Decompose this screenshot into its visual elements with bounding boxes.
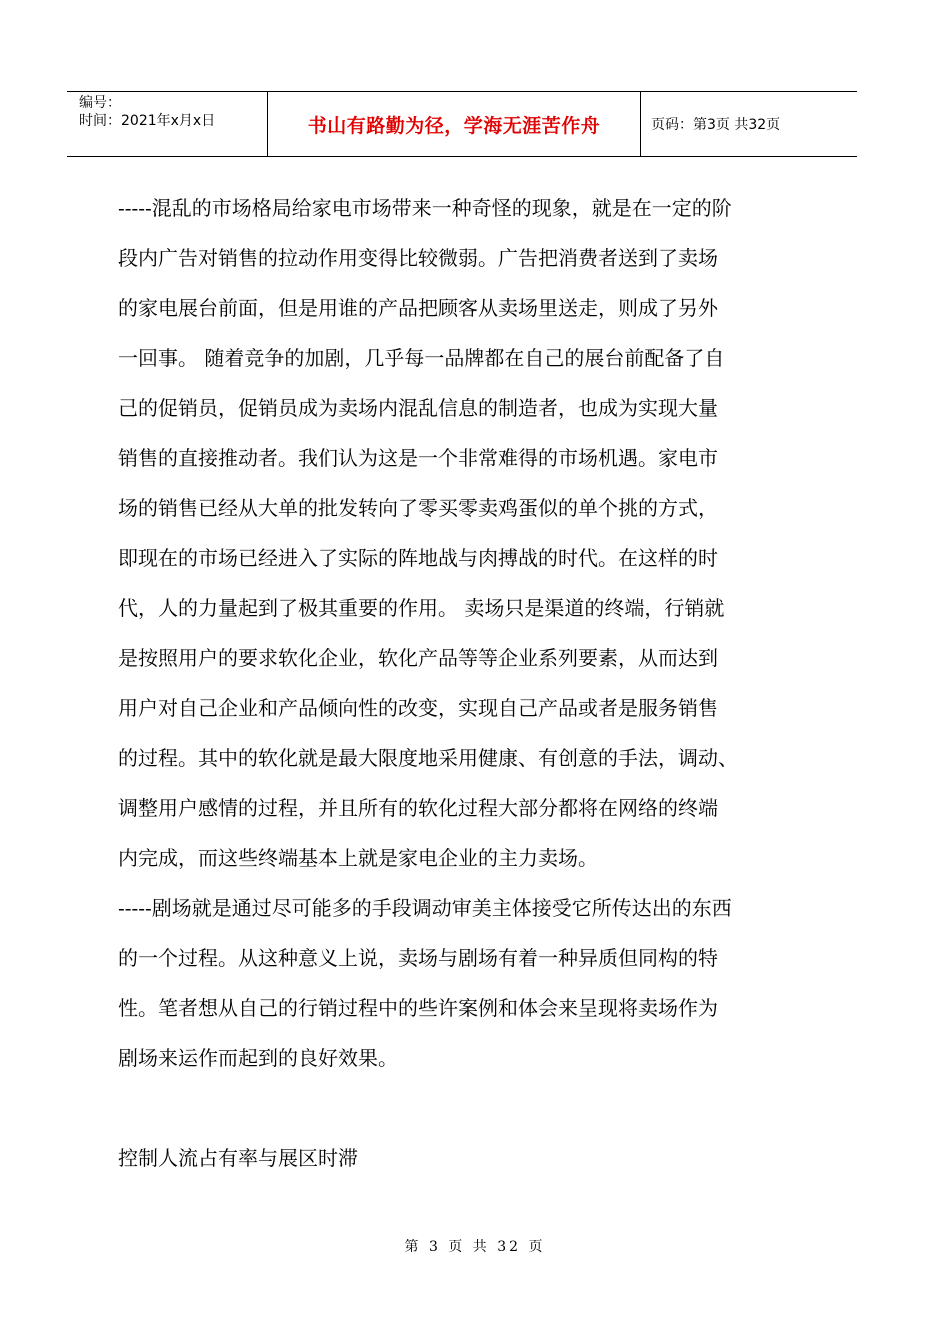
text-line: 即现在的市场已经进入了实际的阵地战与肉搏战的时代。在这样的时 [118, 546, 718, 570]
text-line: 己的促销员，促销员成为卖场内混乱信息的制造者，也成为实现大量 [118, 396, 718, 420]
page-footer: 第 3 页 共 32 页 [404, 1239, 546, 1255]
header-motto: 书山有路勤为径，学海无涯苦作舟 [268, 92, 641, 156]
text-line: 代，人的力量起到了极其重要的作用。 卖场只是渠道的终端，行销就 [118, 596, 725, 620]
text-line: 段内广告对销售的拉动作用变得比较微弱。广告把消费者送到了卖场 [118, 246, 718, 270]
header-info-cell [67, 92, 268, 156]
section-heading: 控制人流占有率与展区时滞 [118, 1146, 358, 1170]
body-paragraph-1 [118, 183, 818, 883]
serial-number-label: 编号： [79, 95, 121, 111]
body-paragraph-2 [118, 883, 818, 1083]
text-line: 调整用户感情的过程，并且所有的软化过程大部分都将在网络的终端 [118, 796, 718, 820]
text-line: 一回事。 随着竞争的加剧，几乎每一品牌都在自己的展台前配备了自 [118, 346, 725, 370]
text-line: 的一个过程。从这种意义上说，卖场与剧场有着一种异质但同构的特 [118, 946, 718, 970]
time-label: 时间：2021年x月x日 [79, 113, 216, 129]
text-line: 销售的直接推动者。我们认为这是一个非常难得的市场机遇。家电市 [118, 446, 718, 470]
text-line: -----剧场就是通过尽可能多的手段调动审美主体接受它所传达出的东西 [118, 896, 732, 920]
text-line: 剧场来运作而起到的良好效果。 [118, 1046, 398, 1070]
text-line: 的过程。其中的软化就是最大限度地采用健康、有创意的手法，调动、 [118, 746, 738, 770]
text-line: 场的销售已经从大单的批发转向了零买零卖鸡蛋似的单个挑的方式， [118, 496, 718, 520]
text-line: 内完成，而这些终端基本上就是家电企业的主力卖场。 [118, 846, 598, 870]
text-line: 的家电展台前面，但是用谁的产品把顾客从卖场里送走，则成了另外 [118, 296, 718, 320]
text-line: 性。笔者想从自己的行销过程中的些许案例和体会来呈现将卖场作为 [118, 996, 718, 1020]
text-line: 是按照用户的要求软化企业，软化产品等等企业系列要素，从而达到 [118, 646, 718, 670]
document-body [118, 183, 818, 1083]
document-header [67, 91, 857, 157]
text-line: -----混乱的市场格局给家电市场带来一种奇怪的现象，就是在一定的阶 [118, 196, 732, 220]
text-line: 用户对自己企业和产品倾向性的改变，实现自己产品或者是服务销售 [118, 696, 718, 720]
header-page-info: 页码：第3页 共32页 [651, 117, 781, 133]
